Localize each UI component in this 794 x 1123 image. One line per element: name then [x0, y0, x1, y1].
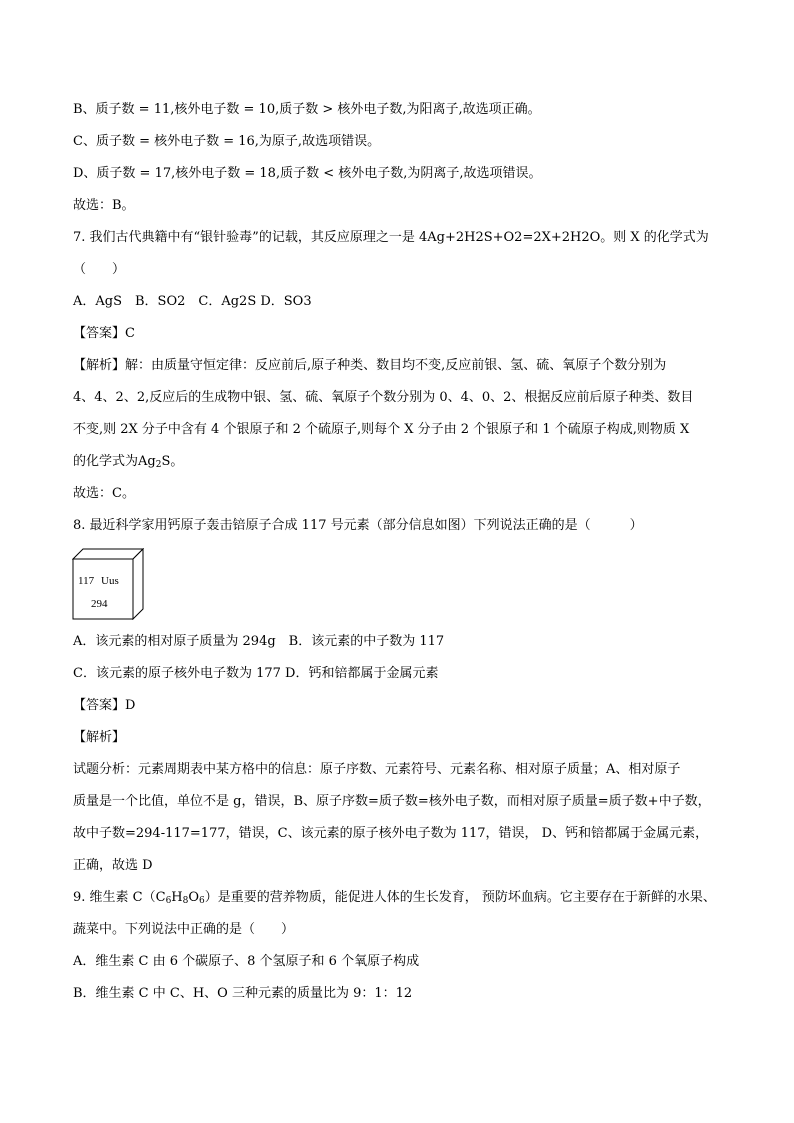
q7-explanation-line-2: 4、4、2、2,反应后的生成物中银、氢、硫、氧原子个数分别为 0、4、0、2、根据反应前后原子种类、数目	[73, 390, 694, 405]
q7-selection: 故选：C。	[73, 486, 135, 501]
q7-stem-line-1: 7. 我们古代典籍中有“银针验毒”的记载，其反应原理之一是 4Ag+2H2S+O2=2X+2H2O。则 X 的化学式为	[73, 230, 709, 245]
q8-answer: 【答案】D	[73, 698, 136, 713]
q6-option-b-explanation: B、质子数 = 11,核外电子数 = 10,质子数 > 核外电子数,为阳离子,故选项正确。	[73, 102, 541, 117]
q8-explanation-heading: 【解析】	[73, 730, 126, 745]
q8-stem: 8. 最近科学家用钙原子轰击锫原子合成 117 号元素（部分信息如图）下列说法正确的是（ ）	[73, 518, 643, 533]
q9-option-a: A．维生素 C 由 6 个碳原子、8 个氢原子和 6 个氧原子构成	[73, 954, 420, 969]
q9-option-b: B．维生素 C 中 C、H、O 三种元素的质量比为 9：1：12	[73, 986, 413, 1001]
q8-explanation-line-4: 正确，故选 D	[73, 858, 153, 873]
q6-selection: 故选：B。	[73, 198, 135, 213]
q8-explanation-line-1: 试题分析：元素周期表中某方格中的信息：原子序数、元素符号、元素名称、相对原子质量；A、相对原子	[73, 762, 681, 777]
q8-options-line-1: A．该元素的相对原子质量为 294g B．该元素的中子数为 117	[73, 634, 445, 649]
q7-answer: 【答案】C	[73, 326, 135, 341]
q8-explanation-line-2: 质量是一个比值，单位不是 g，错误，B、原子序数=质子数=核外电子数，而相对原子质量=质子数+中子数，	[73, 794, 711, 809]
q6-option-d-explanation: D、质子数 = 17,核外电子数 = 18,质子数 < 核外电子数,为阴离子,故选项错误。	[73, 166, 542, 181]
element-atomic-number: 117	[78, 575, 95, 587]
q7-options: A．AgS B．SO2 C．Ag2S D．SO3	[73, 294, 312, 309]
q9-stem-line-2: 蔬菜中。下列说法中正确的是（ ）	[73, 922, 295, 937]
q7-explanation-line-1: 【解析】解：由质量守恒定律：反应前后,原子种类、数目均不变,反应前银、氢、硫、氧原子个数分别为	[73, 358, 667, 373]
q8-options-line-2: C．该元素的原子核外电子数为 177 D．钙和锫都属于金属元素	[73, 666, 439, 681]
element-box-figure	[72, 548, 144, 620]
q7-explanation-line-4: 的化学式为$Ag_2S$。	[73, 454, 184, 470]
q6-option-c-explanation: C、质子数 = 核外电子数 = 16,为原子,故选项错误。	[73, 134, 381, 149]
q8-explanation-line-3: 故中子数=294-117=177，错误，C、该元素的原子核外电子数为 117，错误， D、钙和锫都属于金属元素，	[73, 826, 709, 841]
element-atomic-mass: 294	[91, 598, 108, 610]
element-symbol: Uus	[101, 575, 119, 587]
q7-stem-line-2: （ ）	[73, 262, 126, 277]
q7-explanation-line-3: 不变,则 2X 分子中含有 4 个银原子和 2 个硫原子,则每个 X 分子由 2 个银原子和 1 个硫原子构成,则物质 X	[73, 422, 690, 437]
q9-stem-line-1: 9. 维生素 $C(C_6H_8O_6)$是重要的营养物质，能促进人体的生长发育， 预防坏血病。它主要存在于新鲜的水果、	[73, 890, 716, 906]
